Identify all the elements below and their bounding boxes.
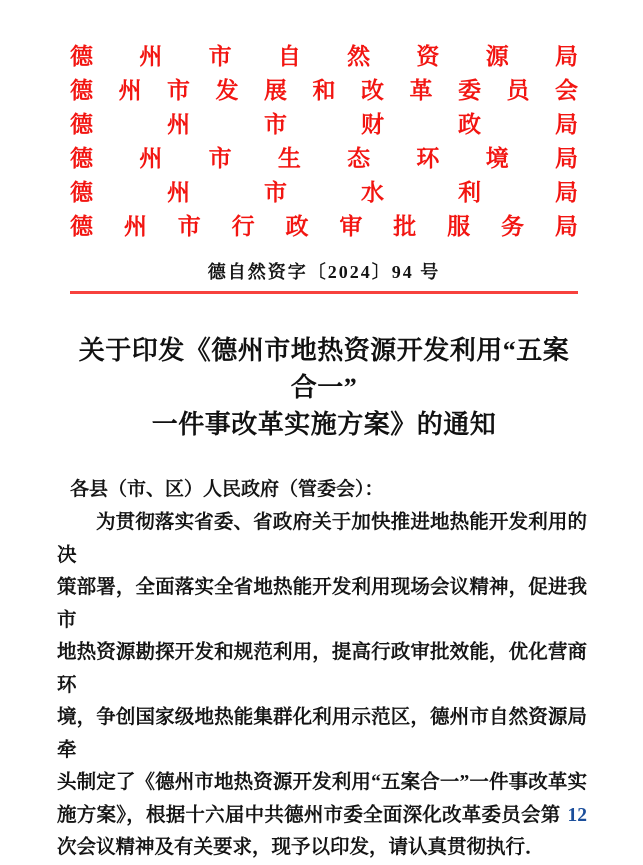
body-line-7: 次会议精神及有关要求，现予以印发，请认真贯彻执行．: [57, 837, 545, 858]
body-paragraph: [57, 507, 587, 865]
title-line-2: 一件事改革实施方案》的通知: [151, 410, 497, 439]
document-title: [70, 332, 578, 443]
document-reference-number: 德自然资字〔2024〕94 号: [207, 262, 441, 282]
agency-line-4: 德 州 市 生 态 环 境 局: [70, 146, 578, 171]
body-line-1: 为贯彻落实省委、省政府关于加快推进地热能开发利用的决: [57, 512, 587, 566]
body-line-6-text: 施方案》，根据十六届中共德州市委全面深化改革委员会第: [57, 804, 561, 826]
agency-line-3: 德 州 市 财 政 局: [70, 112, 578, 137]
body-line-6: [57, 800, 587, 833]
agency-line-6: 德 州 市 行 政 审 批 服 务 局: [70, 214, 578, 239]
agency-line-1: 德 州 市 自 然 资 源 局: [70, 44, 578, 69]
body-line-2: 策部署，全面落实全省地热能开发利用现场会议精神，促进我市: [57, 577, 587, 631]
body-line-4: 境，争创国家级地热能集群化利用示范区，德州市自然资源局牵: [57, 707, 587, 761]
agency-line-5: 德 州 市 水 利 局: [70, 180, 578, 205]
salutation-line: 各县（市、区）人民政府（管委会）：: [70, 479, 384, 500]
body-line-3: 地热资源勘探开发和规范利用，提高行政审批效能，优化营商环: [57, 642, 587, 696]
red-letterhead: [70, 40, 578, 244]
title-line-1: 关于印发《德州市地热资源开发利用“五案合一”: [78, 336, 570, 402]
agency-line-2: 德 州 市 发 展 和 改 革 委 员 会: [70, 78, 578, 103]
meeting-session-number: 12: [567, 804, 587, 826]
red-divider-line: [70, 291, 578, 294]
body-line-5: 头制定了《德州市地热资源开发利用“五案合一”一件事改革实: [57, 772, 587, 793]
